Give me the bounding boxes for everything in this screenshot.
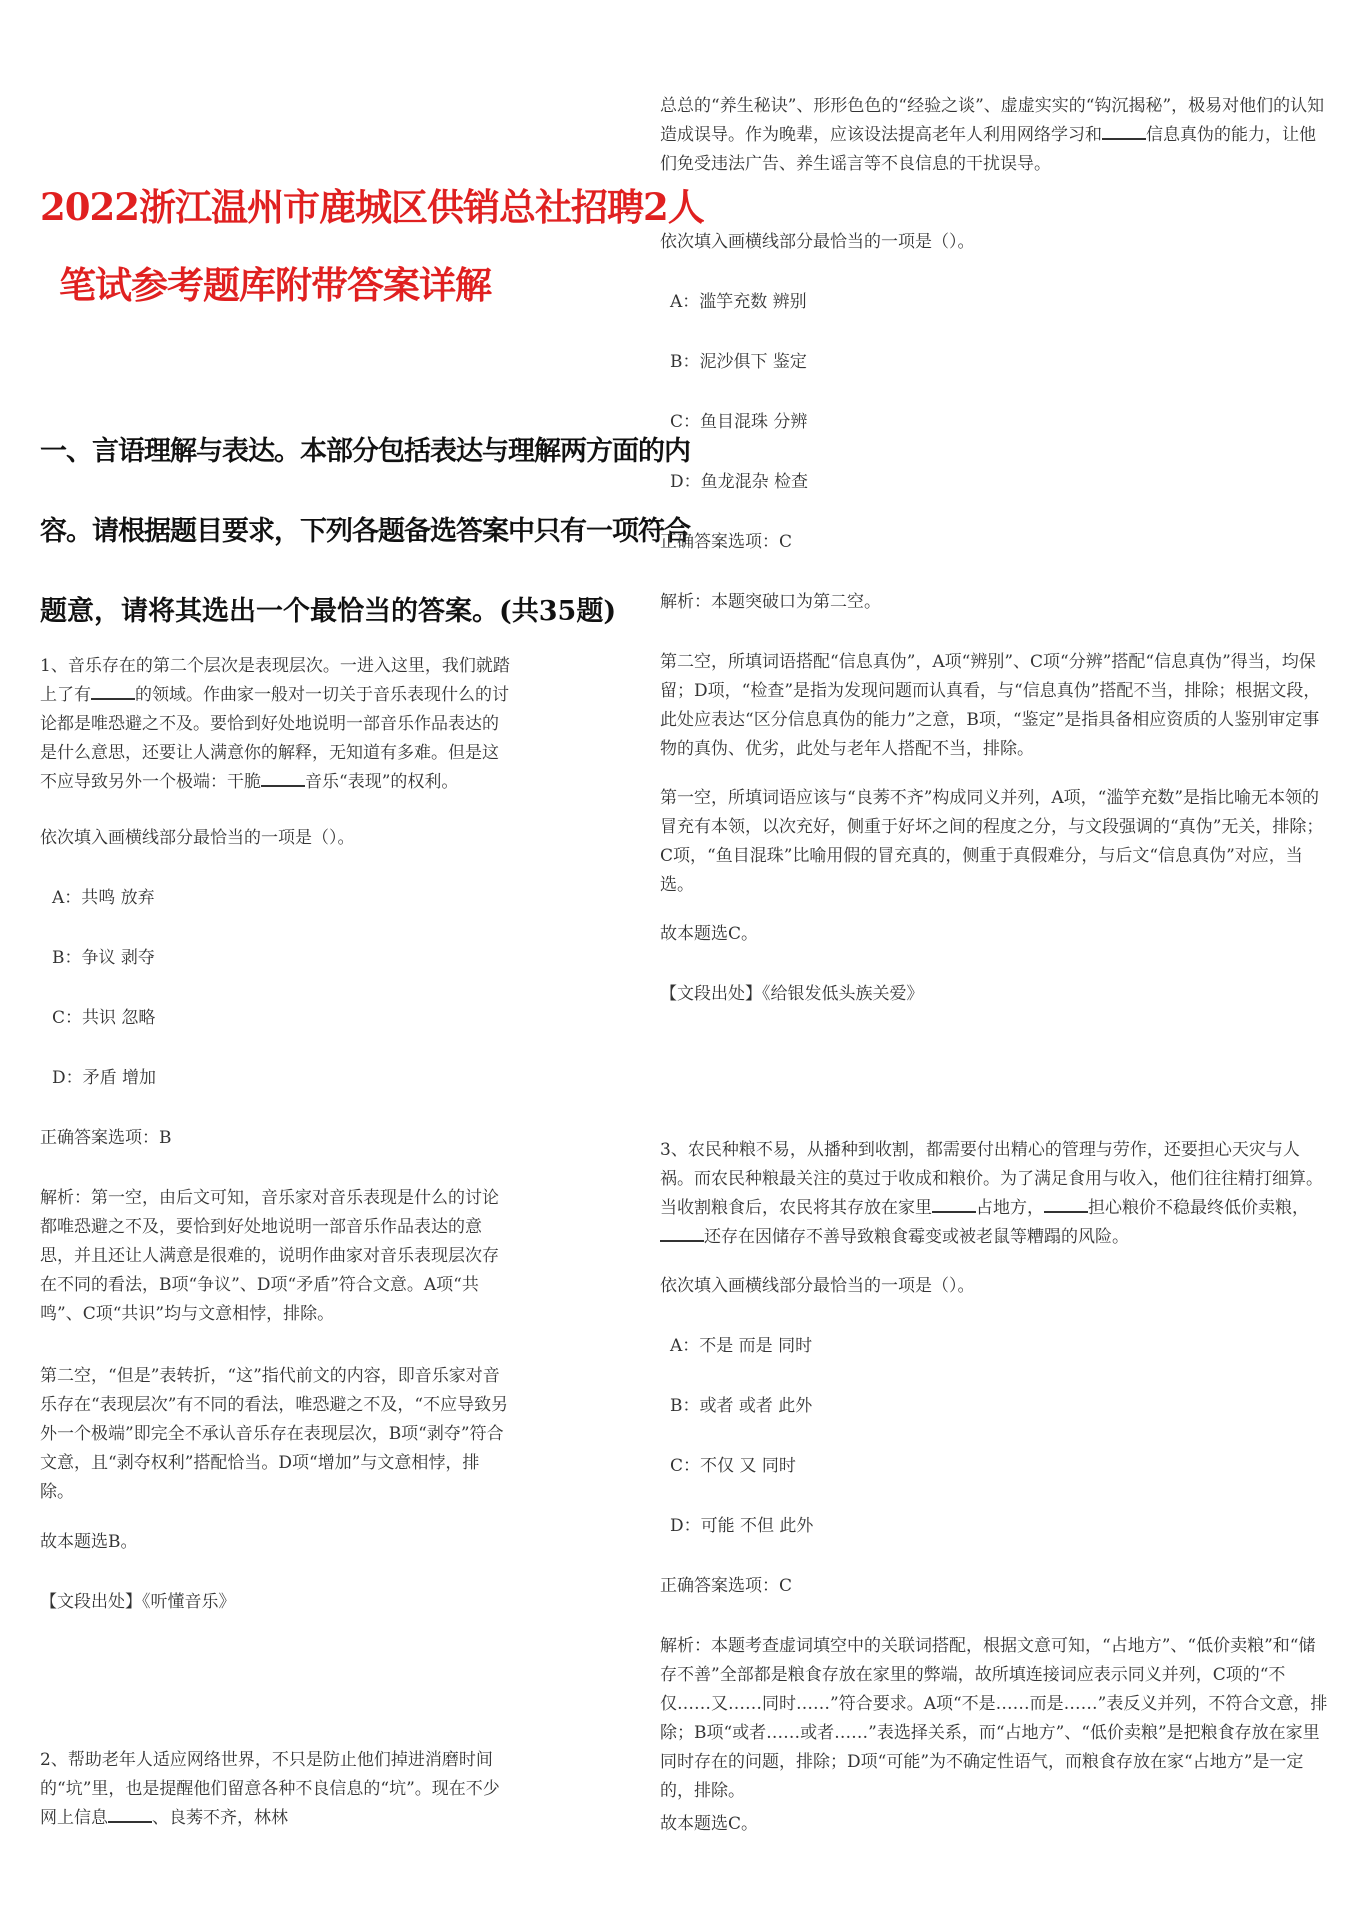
q1-option-d: D：矛盾 增加 xyxy=(52,1068,157,1088)
document-title xyxy=(40,168,704,324)
q2-blank-1 xyxy=(108,1807,152,1823)
q3-stem xyxy=(660,1136,1330,1252)
q3-stem-part-c: 担心粮价不稳最终低价卖粮， xyxy=(1088,1198,1309,1218)
q1-blank-2 xyxy=(261,771,305,787)
q2-option-a: A：滥竽充数 辨别 xyxy=(670,292,807,312)
q1-blank-1 xyxy=(91,684,135,700)
q3-analysis-1: 解析：本题考查虚词填空中的关联词搭配，根据文意可知，“占地方”、“低价卖粮”和“储存不善”全部都是粮食存放在家里的弊端，故所填连接词应表示同义并列，C项的“不仅……又……同时……”符合要求。A项“不是……而是……”表反义并列，不符合文意，排除；B项“或者……或者……”表选择关系，而“占地方”、“低价卖粮”是把粮食存放在家里同时存在的问题，排除；D项“可能”为不确定性语气，而粮食存放在家“占地方”是一定的，排除。 xyxy=(660,1636,1328,1801)
q2-stem-part-d: 信息真伪的能力，让他们免受违法广告、养生谣言等不良信息的干扰误导。 xyxy=(660,125,1316,174)
q2-stem-part-b: 、良莠不齐，林林 xyxy=(152,1808,288,1828)
q2-analysis-1: 第二空，所填词语搭配“信息真伪”，A项“辨别”、C项“分辨”搭配“信息真伪”得当，均保留；D项，“检查”是指为发现问题而认真看，与“信息真伪”搭配不当，排除；根据文段，此处应表达“区分信息真伪的能力”之意，B项，“鉴定”是指具备相应资质的人鉴别审定事物的真伪、优劣，此处与老年人搭配不当，排除。 xyxy=(660,652,1321,759)
q2-stem-part-a: 2、帮助老年人适应网络世界，不只是防止他们掉进消磨时间的“坑”里，也是提醒他们留意各种不良信息的“坑”。现在不少网上信息 xyxy=(40,1750,500,1828)
q3-stem-part-a: 3、农民种粮不易，从播种到收割，都需要付出精心的管理与劳作，还要担心天灾与人祸。而农民种粮最关注的莫过于收成和粮价。为了满足食用与收入，他们往往精打细算。当收割粮食后，农民将其存放在家里 xyxy=(660,1140,1323,1218)
q3-option-b: B：或者 或者 此外 xyxy=(670,1396,813,1416)
q1-stem-part-c: 音乐“表现”的权利。 xyxy=(305,772,459,792)
q2-option-d: D：鱼龙混杂 检查 xyxy=(670,472,809,492)
q1-source: 【文段出处】《听懂音乐》 xyxy=(40,1592,236,1612)
q3-option-d: D：可能 不但 此外 xyxy=(670,1516,814,1536)
section-heading-line-2: 容。请根据题目要求，下列各题备选答案中只有一项符合 xyxy=(40,516,690,547)
q2-option-b: B：泥沙俱下 鉴定 xyxy=(670,352,807,372)
q1-prompt: 依次填入画横线部分最恰当的一项是（）。 xyxy=(40,828,355,848)
q3-blank-1 xyxy=(932,1197,976,1213)
q1-option-b: B：争议 剥夺 xyxy=(52,948,155,968)
q1-analysis-1: 解析：第一空，由后文可知，音乐家对音乐表现是什么的讨论都唯恐避之不及，要恰到好处地说明一部音乐作品表达的意思，并且还让人满意是很难的，说明作曲家对音乐表现层次存在不同的看法，B项“争议”、D项“矛盾”符合文意。A项“共鸣”、C项“共识”均与文意相悖，排除。 xyxy=(40,1188,499,1324)
q1-conclusion: 故本题选B。 xyxy=(40,1532,138,1552)
section-heading-line-1: 一、言语理解与表达。本部分包括表达与理解两方面的内 xyxy=(40,436,690,467)
q2-analysis-0: 解析：本题突破口为第二空。 xyxy=(660,592,881,612)
q3-blank-2 xyxy=(1044,1197,1088,1213)
section-heading xyxy=(40,412,690,652)
q1-stem-part-b: 的领域。作曲家一般对一切关于音乐表现什么的讨论都是唯恐避之不及。要恰到好处地说明一部音乐作品表达的是什么意思，还要让人满意你的解释，无知道有多难。但是这不应导致另外一个极端：干脆 xyxy=(40,685,509,792)
q2-analysis-2: 第一空，所填词语应该与“良莠不齐”构成同义并列，A项，“滥竽充数”是指比喻无本领的冒充有本领，以次充好，侧重于好坏之间的程度之分，与文段强调的“真伪”无关，排除；C项，“鱼目混珠”比喻用假的冒充真的，侧重于真假难分，与后文“信息真伪”对应，当选。 xyxy=(660,788,1324,895)
title-line-1: 2022浙江温州市鹿城区供销总社招聘2人 xyxy=(40,185,704,229)
q1-stem-part-a: 1、音乐存在的第二个层次是表现层次。一进入这里，我们就踏上了有 xyxy=(40,656,510,705)
q3-stem-part-b: 占地方， xyxy=(976,1198,1044,1218)
q2-stem-part-c: 总总的“养生秘诀”、形形色色的“经验之谈”、虚虚实实的“钩沉揭秘”，极易对他们的认知造成误导。作为晚辈，应该设法提高老年人利用网络学习和 xyxy=(660,96,1325,145)
q2-source: 【文段出处】《给银发低头族关爱》 xyxy=(660,984,924,1004)
title-line-2: 笔试参考题库附带答案详解 xyxy=(59,263,491,307)
q3-conclusion: 故本题选C。 xyxy=(660,1814,759,1834)
q3-option-c: C：不仅 又 同时 xyxy=(670,1456,796,1476)
q2-blank-2 xyxy=(1102,124,1146,140)
q2-prompt: 依次填入画横线部分最恰当的一项是（）。 xyxy=(660,232,975,252)
q1-answer: 正确答案选项：B xyxy=(40,1128,172,1148)
q3-prompt: 依次填入画横线部分最恰当的一项是（）。 xyxy=(660,1276,975,1296)
q2-conclusion: 故本题选C。 xyxy=(660,924,759,944)
q2-option-c: C：鱼目混珠 分辨 xyxy=(670,412,808,432)
q1-option-a: A：共鸣 放弃 xyxy=(52,888,155,908)
q2-stem-continued xyxy=(660,92,1330,179)
q1-option-c: C：共识 忽略 xyxy=(52,1008,156,1028)
section-heading-line-3: 题意，请将其选出一个最恰当的答案。(共35题) xyxy=(40,596,617,627)
q3-answer: 正确答案选项：C xyxy=(660,1576,793,1596)
q3-stem-part-d: 还存在因储存不善导致粮食霉变或被老鼠等糟蹋的风险。 xyxy=(704,1227,1129,1247)
q3-option-a: A：不是 而是 同时 xyxy=(670,1336,813,1356)
q1-analysis-2: 第二空，“但是”表转折，“这”指代前文的内容，即音乐家对音乐存在“表现层次”有不同的看法，唯恐避之不及，“不应导致另外一个极端”即完全不承认音乐存在表现层次，B项“剥夺”符合文意，且“剥夺权利”搭配恰当。D项“增加”与文意相悖，排除。 xyxy=(40,1366,509,1502)
q3-blank-3 xyxy=(660,1226,704,1242)
q2-answer: 正确答案选项：C xyxy=(660,532,793,552)
q1-stem xyxy=(40,652,510,797)
q2-stem-start xyxy=(40,1746,510,1833)
